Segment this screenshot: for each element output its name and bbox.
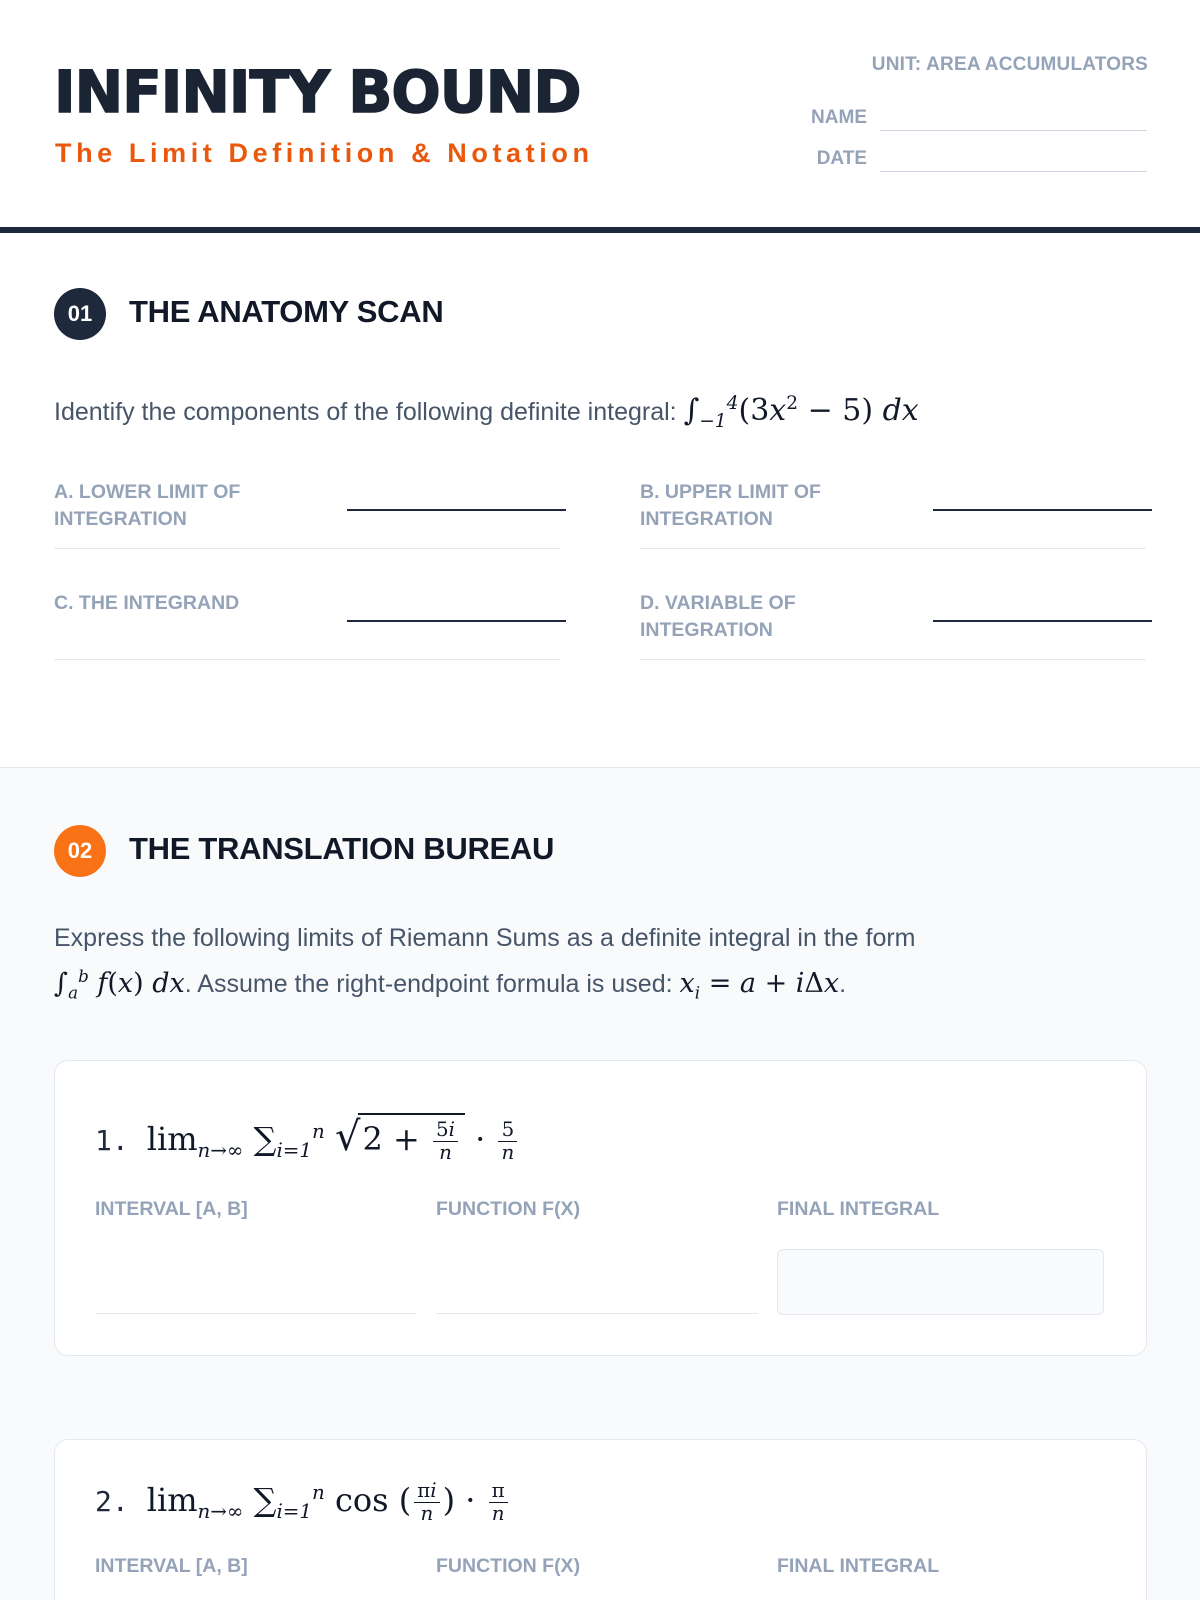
interval-label: INTERVAL [A, B]	[95, 1555, 248, 1577]
interval-input[interactable]	[95, 1313, 417, 1314]
divider	[54, 659, 560, 660]
problem-expression: 1. $\lim_{n\to\infty} \sum_{i=1}^n$ √2 + $\frac{5i}{n}$ · $\frac{5}{n}$	[95, 1113, 520, 1164]
worksheet-title: INFINITY BOUND	[54, 58, 581, 126]
worksheet-subtitle: The Limit Definition & Notation	[55, 138, 594, 168]
divider	[54, 548, 560, 549]
function-label: FUNCTION F(X)	[436, 1555, 581, 1577]
answer-blank-upper-limit[interactable]	[933, 509, 1152, 511]
translation-instructions: Express the following limits of Riemann Sums as a definite integral in the form $\int_a^b$ f(x) dx. Assume the right-endpoint formula is used: $x_i = a + i\Delta x$.	[54, 924, 916, 1003]
translation-intro-text: Express the following limits of Riemann Sums as a definite integral in the form	[54, 924, 916, 952]
problem-number: 1.	[95, 1123, 129, 1157]
function-input[interactable]	[436, 1313, 758, 1314]
field-label-upper-limit: B. UPPER LIMIT OF INTEGRATION	[640, 481, 821, 530]
field-label-integrand: C. THE INTEGRAND	[54, 592, 240, 614]
field-label-variable: D. VARIABLE OF INTEGRATION	[640, 592, 796, 641]
final-integral-label: FINAL INTEGRAL	[777, 1555, 940, 1577]
anatomy-intro-text: Identify the components of the following definite integral:	[54, 398, 677, 426]
header-divider	[0, 227, 1200, 233]
translation-section	[0, 767, 1200, 1600]
integral-expression: $\int_{-1}^4(3x^2 - 5)$ dx	[683, 393, 919, 432]
problem-expression: 2. $\lim_{n\to\infty} \sum_{i=1}^n$ cos ( $\frac{\pi i}{n}$ ) · $\frac{\pi}{n}$	[95, 1480, 511, 1525]
answer-blank-integrand[interactable]	[347, 620, 566, 622]
right-endpoint-formula: $x_i = a + i\Delta x$	[679, 968, 840, 1003]
date-label: DATE	[816, 148, 867, 169]
divider	[640, 548, 1146, 549]
unit-label: UNIT: AREA ACCUMULATORS	[871, 54, 1148, 75]
section-number-badge: 01	[54, 288, 106, 340]
section-title: THE ANATOMY SCAN	[129, 294, 444, 329]
name-field[interactable]	[880, 130, 1147, 131]
section-number-badge: 02	[54, 825, 106, 877]
answer-blank-lower-limit[interactable]	[347, 509, 566, 511]
integral-form-expression: $\int_a^b$ f(x) dx	[54, 966, 185, 1003]
translation-intro-text-2: . Assume the right-endpoint formula is used:	[184, 970, 673, 998]
worksheet-header	[0, 0, 1200, 233]
section-title: THE TRANSLATION BUREAU	[129, 831, 555, 866]
final-integral-label: FINAL INTEGRAL	[777, 1198, 940, 1220]
function-label: FUNCTION F(X)	[436, 1198, 581, 1220]
name-label: NAME	[811, 107, 867, 128]
problem-card	[54, 1060, 1147, 1356]
answer-blank-variable[interactable]	[933, 620, 1152, 622]
interval-label: INTERVAL [A, B]	[95, 1198, 248, 1220]
field-label-lower-limit: A. LOWER LIMIT OF INTEGRATION	[54, 481, 241, 530]
final-integral-input[interactable]	[777, 1249, 1104, 1315]
anatomy-instructions	[54, 393, 919, 432]
problem-number: 2.	[95, 1484, 129, 1518]
problem-card	[54, 1439, 1147, 1600]
divider	[640, 659, 1146, 660]
date-field[interactable]	[880, 171, 1147, 172]
